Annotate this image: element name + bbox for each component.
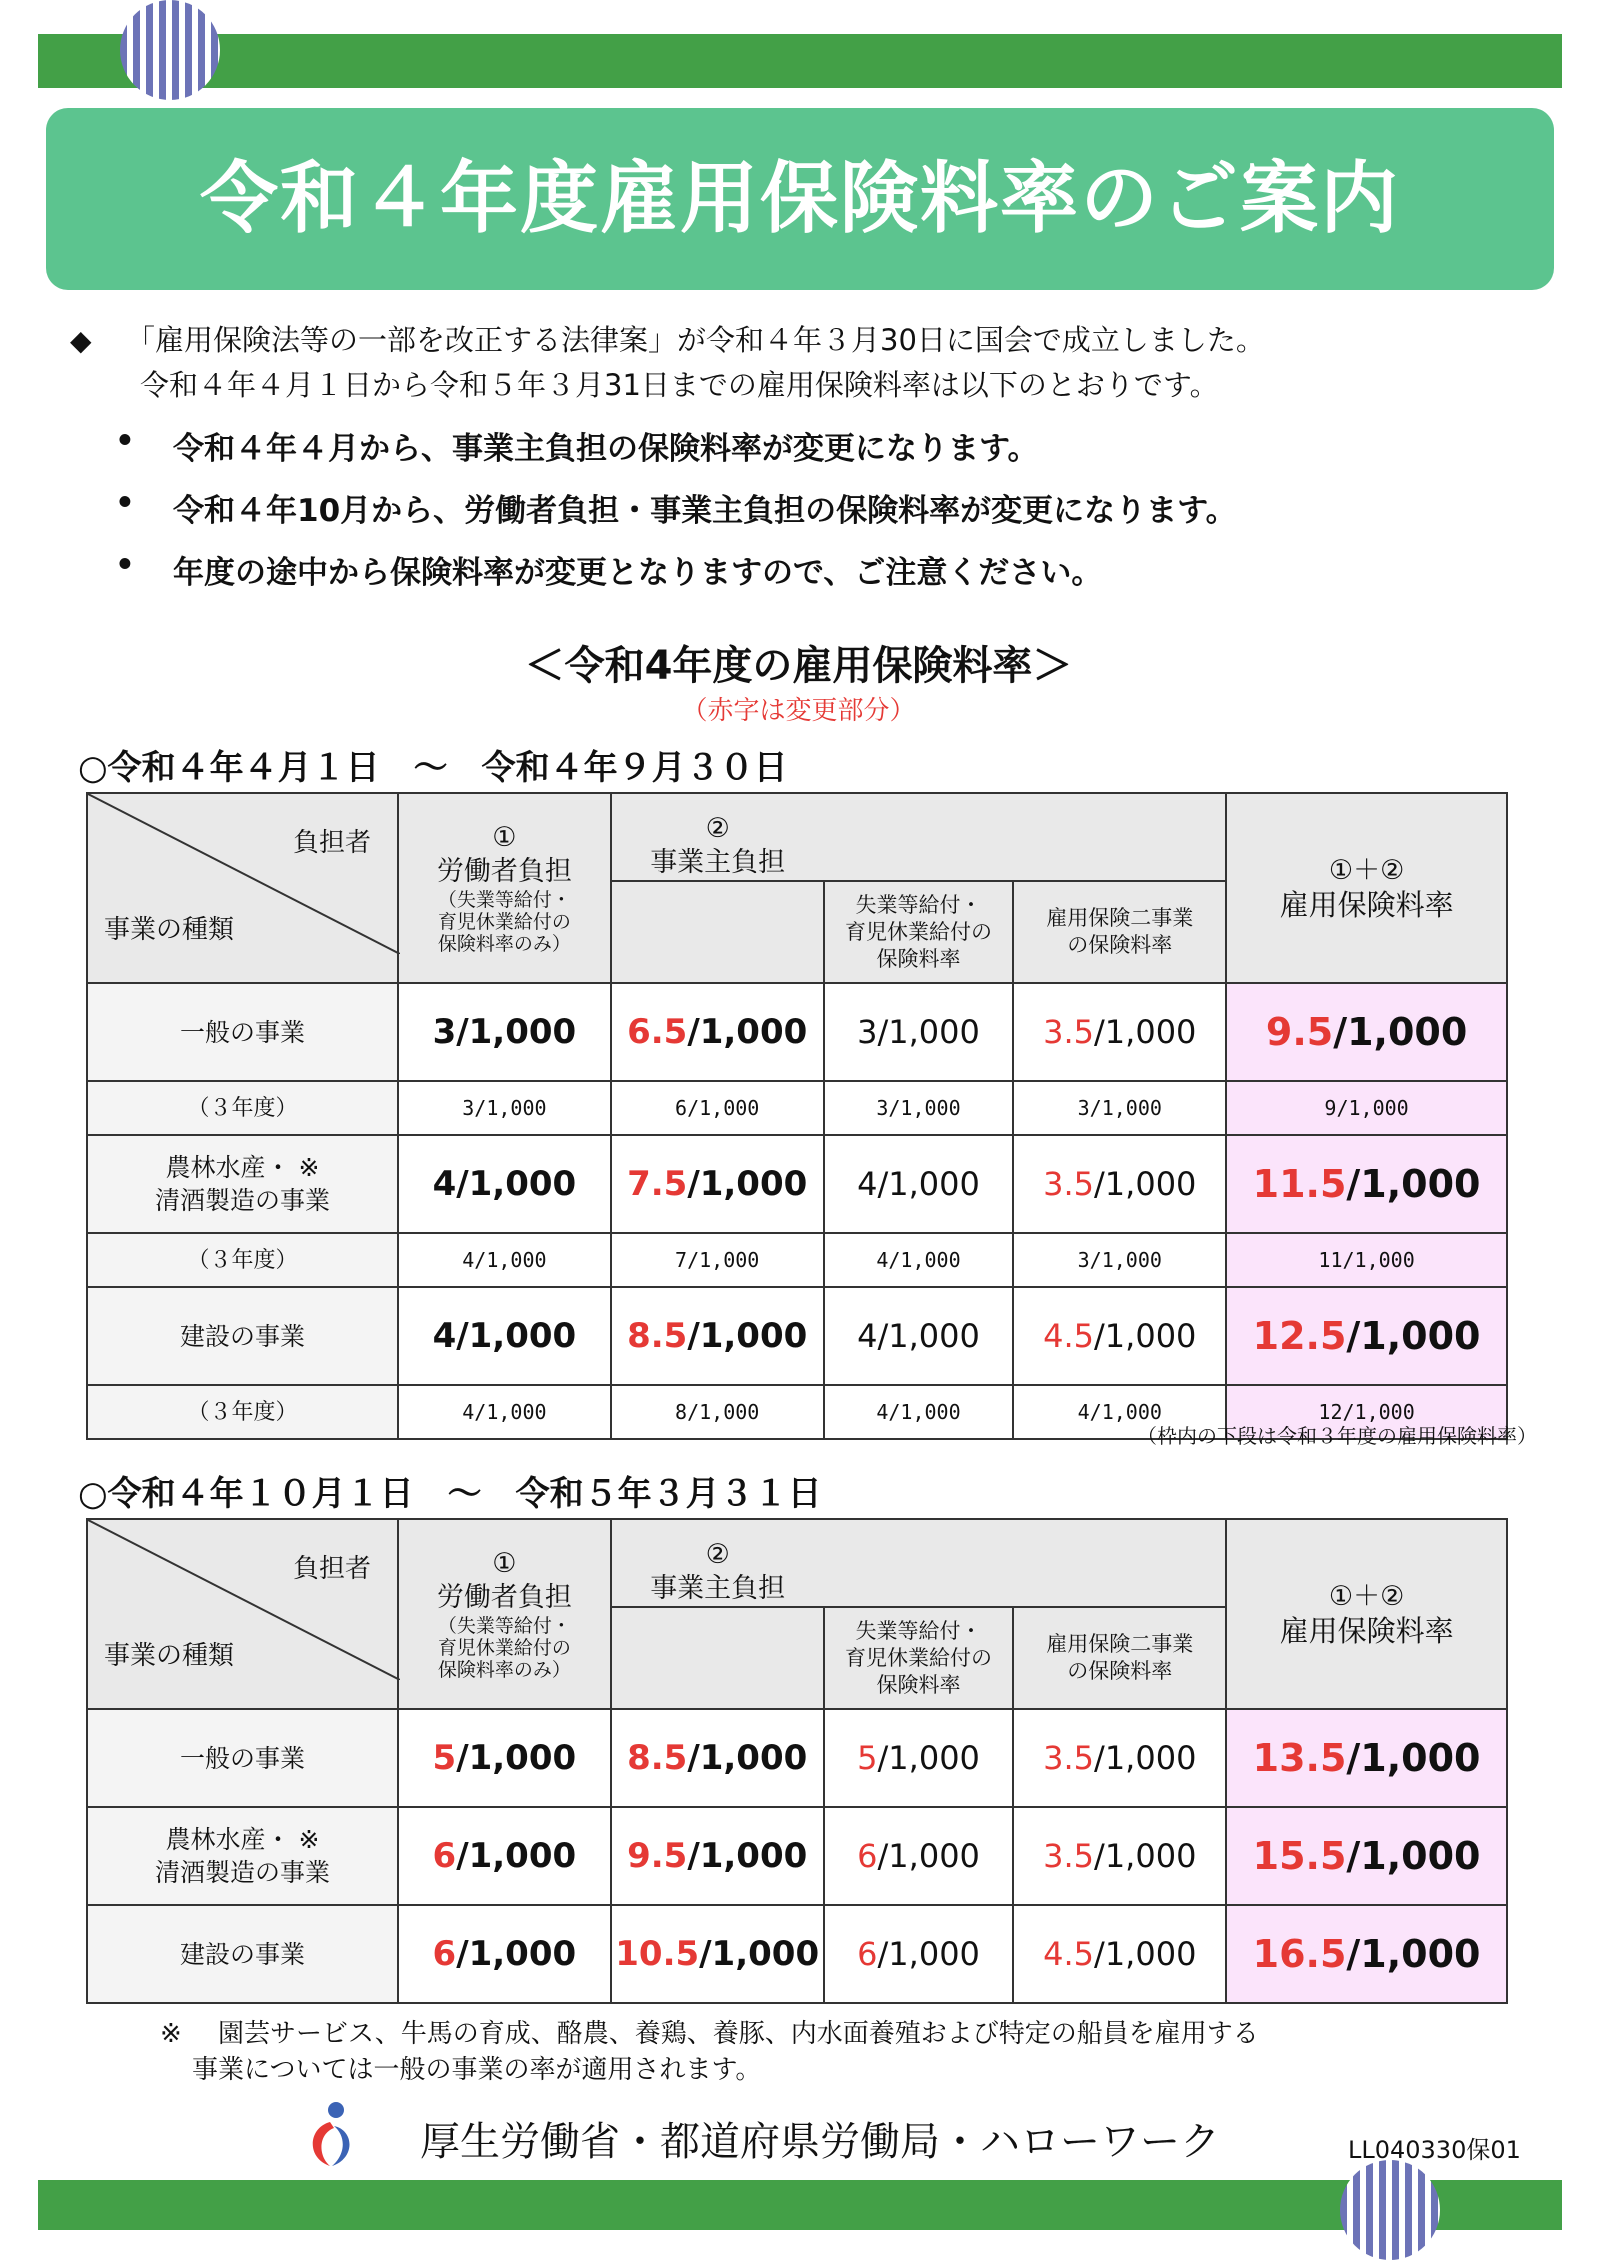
page-title: 令和４年度雇用保険料率のご案内 [199,154,1400,244]
table-row: 建設の事業 6/1,000 10.5/1,000 6/1,000 4.5/1,000 16.5/1,000 [87,1905,1507,2003]
header-total: ①＋② 雇用保険料率 [1226,793,1507,983]
table-row: 農林水産・ ※ 清酒製造の事業 4/1,000 7.5/1,000 4/1,000 3.5/1,000 11.5/1,000 [87,1135,1507,1233]
header-total: ①＋② 雇用保険料率 [1226,1519,1507,1709]
header-diagonal-cell: 負担者 事業の種類 [87,793,398,983]
diamond-bullet: ◆ [70,324,92,357]
striped-circle-decoration [120,0,220,100]
section-note: （赤字は変更部分） [681,696,916,726]
mhlw-logo-icon [300,2100,360,2170]
header-worker: ① 労働者負担 （失業等給付・ 育児休業給付の 保険料率のみ） [398,793,611,983]
organization-name: 厚生労働省・都道府県労働局・ハローワーク [420,2119,1220,2165]
table-caption: （枠内の下段は令和３年度の雇用保険料率） [1137,1424,1537,1448]
header-unemployment-benefit: 失業等給付・ 育児休業給付の 保険料率 [824,881,1014,983]
table-row-previous-year: （３年度） 3/1,000 6/1,000 3/1,000 3/1,000 9/1,000 [87,1081,1507,1135]
header-diagonal-cell: 負担者 事業の種類 [87,1519,398,1709]
header-employer: ② 事業主負担 [611,793,824,881]
table-row: 一般の事業 3/1,000 6.5/1,000 3/1,000 3.5/1,000 9.5/1,000 [87,983,1507,1081]
table-row: 建設の事業 4/1,000 8.5/1,000 4/1,000 4.5/1,000 12.5/1,000 [87,1287,1507,1385]
section-title: ＜令和4年度の雇用保険料率＞ [524,643,1073,689]
striped-circle-decoration [1340,2160,1440,2260]
bottom-green-band [38,2180,1562,2230]
intro-line-1: 「雇用保険法等の一部を改正する法律案」が令和４年３月30日に国会で成立しました。 [126,323,1265,357]
header-employer: ② 事業主負担 [611,1519,824,1607]
intro-line-2: 令和４年４月１日から令和５年３月31日までの雇用保険料率は以下のとおりです。 [140,368,1219,402]
header-unemployment-benefit: 失業等給付・ 育児休業給付の 保険料率 [824,1607,1014,1709]
period-2-label: ○令和４年１０月１日 ～ 令和５年３月３１日 [78,1474,822,1514]
table-row-previous-year: （３年度） 4/1,000 8/1,000 4/1,000 4/1,000 12/1,000 [87,1385,1507,1439]
rate-table-period-2 [86,1518,1508,2004]
rate-table-period-1 [86,792,1508,1440]
period-1-label: ○令和４年４月１日 ～ 令和４年９月３０日 [78,748,788,788]
table-row: 一般の事業 5/1,000 8.5/1,000 5/1,000 3.5/1,000 13.5/1,000 [87,1709,1507,1807]
document-code: LL040330保01 [1348,2136,1521,2164]
header-worker: ① 労働者負担 （失業等給付・ 育児休業給付の 保険料率のみ） [398,1519,611,1709]
table-row-previous-year: （３年度） 4/1,000 7/1,000 4/1,000 3/1,000 11/1,000 [87,1233,1507,1287]
top-green-band [38,34,1562,88]
header-two-projects: 雇用保険二事業 の保険料率 [1013,1607,1226,1709]
table-row: 農林水産・ ※ 清酒製造の事業 6/1,000 9.5/1,000 6/1,000 3.5/1,000 15.5/1,000 [87,1807,1507,1905]
header-two-projects: 雇用保険二事業 の保険料率 [1013,881,1226,983]
